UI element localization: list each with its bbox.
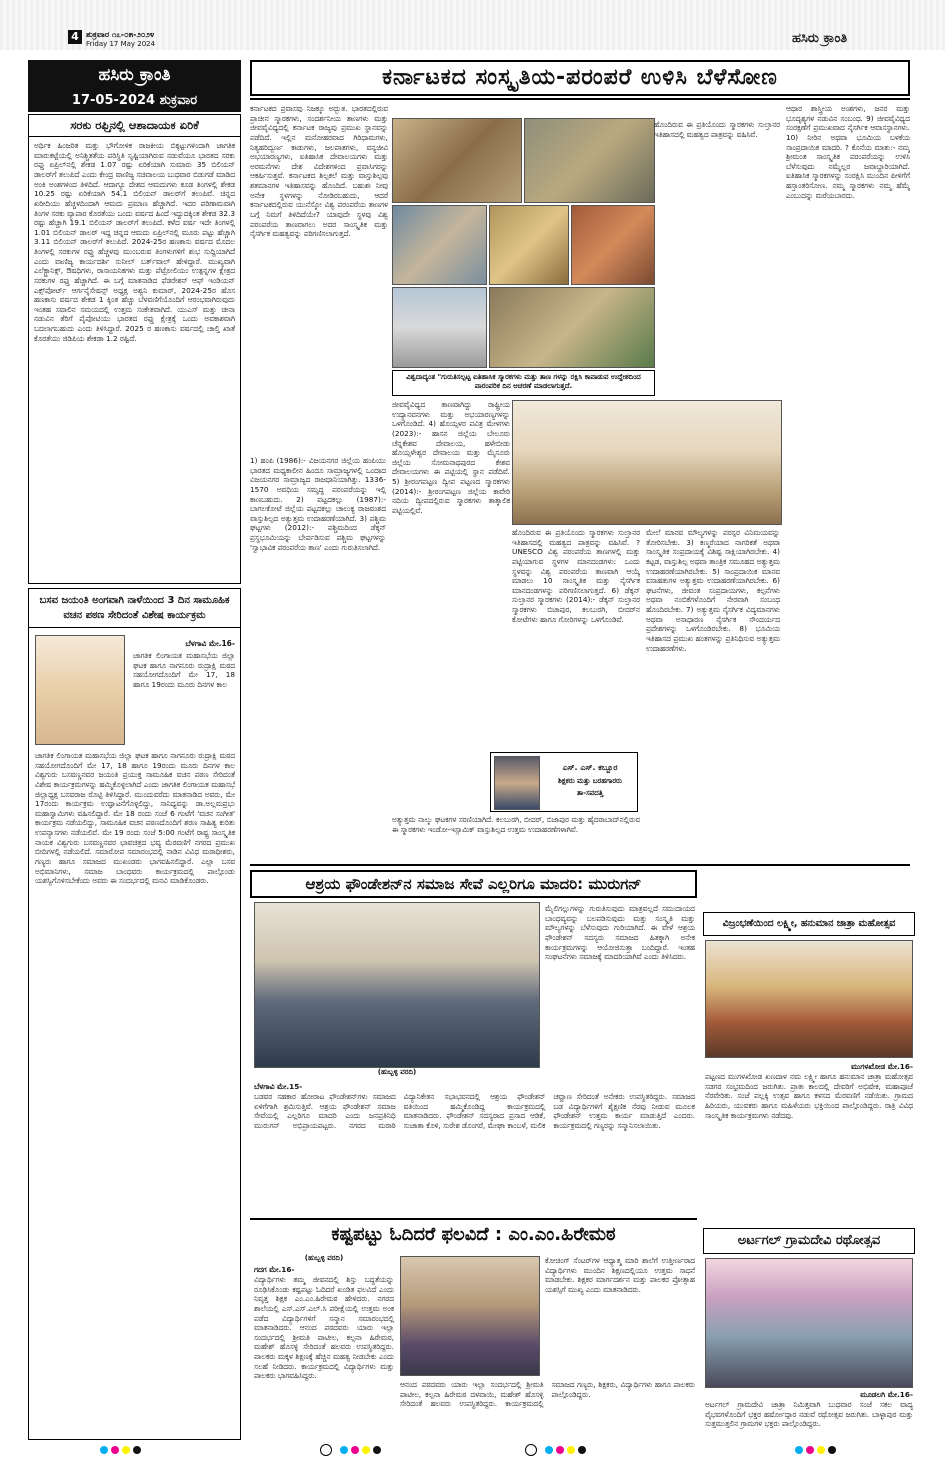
page-header	[0, 0, 945, 50]
collage-photo-1	[392, 118, 522, 203]
exports-article	[28, 114, 241, 584]
rathotsava-dateline: ಮೂಡಲಗಿ ಮೇ.16-	[860, 1390, 913, 1399]
collage-caption-box	[392, 370, 655, 396]
kashta-body-bottom: ಆನಂದ ಪಠದವರು ಯಾರು ಇಲ್ಲಾ ಸಂದರ್ಭದಲ್ಲಿ ಶ್ರೀಮತಿ ಪಾಟೀಲ, ಕಲ್ಪನಾ ಹಿರೇಮಠ ದಳವಾಯಿ, ಮಹೇಶ್ ಹೊಸಳ್ಳಿ ಸೇರಿದಂತೆ ಹಲವರು ಉಪಸ್ಥಿತರಿದ್ದರು. ಕಾರ್ಯಕ್ರಮದಲ್ಲಿ ಸಮಾಜದ ಗಣ್ಯರು, ಶಿಕ್ಷಕರು, ವಿದ್ಯಾರ್ಥಿಗಳು ಹಾಗೂ ಪಾಲಕರು ಪಾಲ್ಗೊಂಡಿದ್ದರು.	[400, 1380, 695, 1409]
culture-headline: ಕರ್ನಾಟಕದ ಸಂಸ್ಕೃತಿಯ-ಪರಂಪರೆ ಉಳಿಸಿ ಬೆಳೆಸೋಣ	[382, 65, 778, 90]
culture-col4b: ಮೇಲೆ ಮಾನವ ಮೌಲ್ಯಗಳನ್ನು ಪರಸ್ಪರ ವಿನಿಮಯವನ್ನು ತೋರಿಸಬೇಕು. 3) ಕಣ್ಮರೆಯಾದ ನಾಗರಿಕತೆ ಅಥವಾ ಸಾಂಸ್ಕೃತಿಕ ಸಂಪ್ರದಾಯಕ್ಕೆ ವಿಶಿಷ್ಟ ಸಾಕ್ಷಿಯಾಗಿರಬೇಕು. 4) ಕಟ್ಟಡ, ವಾಸ್ತುಶಿಲ್ಪ ಅಥವಾ ತಾಂತ್ರಿಕ ಸಮೂಹದ ಅತ್ಯುತ್ತಮ ಉದಾಹರಣೆಯಾಗಿರಬೇಕು. 5) ಸಾಂಪ್ರದಾಯಿಕ ಮಾನವ ವಸಾಹತುಗಳ ಅತ್ಯುತ್ತಮ ಉದಾಹರಣೆಯಾಗಿರಬೇಕು. 6) ಘಟನೆಗಳು, ಜೀವಂತ ಸಂಪ್ರದಾಯಗಳು, ಕಲ್ಪನೆಗಳು ಅಥವಾ ನಂಬಿಕೆಗಳೊಂದಿಗೆ ನೇರವಾಗಿ ಸಂಬಂಧ ಹೊಂದಿರಬೇಕು. 7) ಅತ್ಯುತ್ತಮ ನೈಸರ್ಗಿಕ ವಿದ್ಯಮಾನಗಳು ಅಥವಾ ಅಸಾಧಾರಣ ನೈಸರ್ಗಿಕ ಸೌಂದರ್ಯದ ಪ್ರದೇಶಗಳನ್ನು ಒಳಗೊಂಡಿರಬೇಕು. 8) ಭೂಮಿಯ ಇತಿಹಾಸದ ಪ್ರಮುಖ ಹಂತಗಳನ್ನು ಪ್ರತಿನಿಧಿಸುವ ಅತ್ಯುತ್ತಮ ಉದಾಹರಣೆಗಳು.	[646, 528, 780, 653]
heritage-collage	[392, 118, 655, 368]
temple-photo	[512, 400, 782, 525]
culture-col2: 1) ಹಂಪಿ (1986):- ವಿಜಯನಗರ ಜಿಲ್ಲೆಯ ಹಂಪಿಯು ಭಾರತದ ಮಧ್ಯಕಾಲೀನ ಹಿಂದೂ ಸಾಮ್ರಾಜ್ಯಗಳಲ್ಲಿ ಒಂದಾದ ವಿಜಯನಗರ ಸಾಮ್ರಾಜ್ಯದ ರಾಜಧಾನಿಯಾಗಿತ್ತು. 1336-1570 ಅವಧಿಯ ಸಮೃದ್ಧ ಪರಂಪರೆಯನ್ನು ಇಲ್ಲಿ ಕಾಣಬಹುದು. 2) ಪಟ್ಟದಕಲ್ಲು (1987):- ಬಾಗಲಕೋಟೆ ಜಿಲ್ಲೆಯ ಪಟ್ಟದಕಲ್ಲು ಚಾಲುಕ್ಯ ರಾಜವಂಶದ ವಾಸ್ತುಶಿಲ್ಪದ ಅತ್ಯುತ್ತಮ ಉದಾಹರಣೆಯಾಗಿದೆ. 3) ಪಶ್ಚಿಮ ಘಟ್ಟಗಳು (2012):- ಪಶ್ಚಿಮದಿಂದ ಡೆಕ್ಕನ್ ಪ್ರಸ್ಥಭೂಮಿಯನ್ನು ಬೇರ್ಪಡಿಸುವ ಪಶ್ಚಿಮ ಘಟ್ಟಗಳನ್ನು 'ಸ್ವಾಭಾವಿಕ ಪರಂಪರೆಯ ತಾಣ' ಎಂದು ಗುರುತಿಸಲಾಗಿದೆ.	[250, 456, 386, 552]
jatra-dateline: ಮುಗಳಖೋಡ ಮೇ.16-	[850, 1062, 913, 1071]
collage-photo-3	[392, 205, 487, 285]
section-divider	[250, 864, 910, 866]
color-dots-1	[100, 1446, 141, 1454]
ashraya-photo	[254, 902, 540, 1068]
ashraya-headline-box	[250, 870, 697, 898]
ashraya-body: ಬಡವರ ಸಹಕಾರ ಹೋರಾಟ ಫೌಂಡೇಶನ್‌ಗಳು ಸಮಾಜದ ಏಳಿಗೆಗಾಗಿ ಶ್ರಮಿಸುತ್ತಿವೆ. ಆಶ್ರಯ ಫೌಂಡೇಶನ್ ಸಮಾಜ ಸೇವೆಯಲ್ಲಿ ಎಲ್ಲರಿಗೂ ಮಾದರಿ ಎಂದು ಜನಪ್ರತಿನಿಧಿ ಮುರುಗನ್ ಅಭಿಪ್ರಾಯಪಟ್ಟರು. ನಗರದ ಮರಾಠಿ ವಿದ್ಯಾನಿಕೇತನ ಸಭಾಭವನದಲ್ಲಿ ಆಶ್ರಯ ಫೌಂಡೇಶನ್ ವತಿಯಿಂದ ಹಮ್ಮಿಕೊಂಡಿದ್ದ ಕಾರ್ಯಕ್ರಮದಲ್ಲಿ ಮಾತನಾಡಿದರು. ಫೌಂಡೇಶನ್ ಸದಸ್ಯರಾದ ಪ್ರಸಾದ ಆಡಿಕೆ, ಸುಜಾತಾ ಕೊಳಿ, ಸುರೇಶ ಡೊಂಗರೆ, ಮೇಘಾ ಕಾಂಬಳೆ, ಮಲಿಕ ಚವ್ಹಾಣ ಸೇರಿದಂತೆ ಅನೇಕರು ಉಪಸ್ಥಿತರಿದ್ದರು. ಸಮಾಜದ ಬಡ ವಿದ್ಯಾರ್ಥಿಗಳಿಗೆ ಶೈಕ್ಷಣಿಕ ನೆರವು ನೀಡುವ ಮೂಲಕ ಫೌಂಡೇಶನ್ ಉತ್ತಮ ಕಾರ್ಯ ಮಾಡುತ್ತಿದೆ ಎಂದರು. ಕಾರ್ಯಕ್ರಮದಲ್ಲಿ ಗಣ್ಯರನ್ನು ಸನ್ಮಾನಿಸಲಾಯಿತು.	[254, 1092, 695, 1130]
collage-photo-2	[524, 118, 655, 203]
rathotsava-headline-box	[703, 1228, 915, 1254]
culture-headline-box	[250, 60, 910, 96]
date-kannada: ಶುಕ್ರವಾರ ೧೭-೦೫-೨೦೨೪	[86, 30, 155, 39]
culture-col1: ಕರ್ನಾಟಕದ ಪ್ರವಾಸವು ನಿಜಕ್ಕೂ ಅದ್ಭುತ. ಭಾರತದಲ್ಲಿರುವ ಪ್ರಾಚೀನ ಸ್ಮಾರಕಗಳು, ಸಂದರ್ಶನೀಯ ತಾಣಗಳು ಮತ್ತು ಜೀವವೈವಿಧ್ಯದಲ್ಲಿ ಕರ್ನಾಟಕ ರಾಜ್ಯವು ಪ್ರಮುಖ ಸ್ಥಾನವನ್ನು ಪಡೆದಿದೆ. ಇಲ್ಲಿನ ಮನೋಹರವಾದ ಗಿರಿಧಾಮಗಳು, ನಿತ್ಯಹರಿದ್ವರ್ಣ ಕಾಡುಗಳು, ಜಲಪಾತಗಳು, ವನ್ಯಜೀವಿ ಅಭಯಾರಣ್ಯಗಳು, ಐತಿಹಾಸಿಕ ದೇವಾಲಯಗಳು ಮತ್ತು ಅರಮನೆಗಳು ದೇಶ ವಿದೇಶಗಳಿಂದ ಪ್ರವಾಸಿಗರನ್ನು ಆಕರ್ಷಿಸುತ್ತವೆ. ಕರ್ನಾಟಕದ ಶಿಲ್ಪಕಲೆ ಮತ್ತು ವಾಸ್ತುಶಿಲ್ಪವು ಶತಮಾನಗಳ ಇತಿಹಾಸವನ್ನು ಹೊಂದಿದೆ. ಬಹುಶಃ ನೀವು ಅನೇಕ ಸ್ಥಳಗಳನ್ನು ನೋಡಿರಬಹುದು, ಆದರೆ ಕರ್ನಾಟಕದಲ್ಲಿರುವ ಯುನೆಸ್ಕೋ ವಿಶ್ವ ಪರಂಪರೆಯ ತಾಣಗಳ ಬಗ್ಗೆ ನಿಮಗೆ ತಿಳಿದಿದೆಯೇ? ಯಾವುದೇ ಸ್ಥಳವು ವಿಶ್ವ ಪರಂಪರೆಯ ತಾಣವಾಗಲು ಅದರ ಸಾಂಸ್ಕೃತಿಕ ಮತ್ತು ನೈಸರ್ಗಿಕ ಮಹತ್ವವನ್ನು ಪರಿಗಣಿಸಲಾಗುತ್ತದೆ.	[250, 104, 388, 239]
jatra-photo	[705, 940, 913, 1058]
kashta-photo	[400, 1256, 540, 1376]
jatra-headline-box	[703, 912, 915, 936]
kashta-headline: ಕಷ್ಟಪಟ್ಟು ಓದಿದರೆ ಫಲವಿದೆ : ಎಂ.ಎಂ.ಹಿರೇಮಠ	[331, 1224, 616, 1245]
collage-photo-4	[489, 205, 569, 285]
basava-body-top: ಜಾಗತಿಕ ಲಿಂಗಾಯತ ಮಹಾಸಭೆಯ ಜಿಲ್ಲಾ ಘಟಕ ಹಾಗೂ ನಾಗನೂರು ರುದ್ರಾಕ್ಷಿ ಮಠದ ಸಹಯೋಗದೊಂದಿಗೆ ಮೇ 17, 18 ಹಾಗೂ 19ರಂದು ಮೂರು ದಿನಗಳ ಕಾಲ	[133, 651, 235, 689]
ashraya-caption: (ಹುಬ್ಬಳ್ಳಿ ವರದಿ)	[377, 1068, 417, 1076]
color-dots-3	[545, 1446, 586, 1454]
culture-col5: ಆಧಾರ ಶಾಸ್ತ್ರೀಯ ಅಂಶಗಳು, ಜನರ ಮತ್ತು ಭೂದೃಶ್ಯಗಳ ನಡುವಿನ ಸಂಬಂಧ. 9) ಜೀವವೈವಿಧ್ಯದ ಸಂರಕ್ಷಣೆಗೆ ಪ್ರಮುಖವಾದ ನೈಸರ್ಗಿಕ ಆವಾಸಸ್ಥಾನಗಳು. 10) ನೀರಿನ ಅಥವಾ ಭೂಮಿಯ ಬಳಕೆಯ ಸಾಂಪ್ರದಾಯಿಕ ಮಾದರಿ. ? ಕೊನೆಯ ಮಾತು:- ನಮ್ಮ ಶ್ರೀಮಂತ ಸಾಂಸ್ಕೃತಿಕ ಪರಂಪರೆಯನ್ನು ಉಳಿಸಿ ಬೆಳೆಸುವುದು ನಮ್ಮೆಲ್ಲರ ಜವಾಬ್ದಾರಿಯಾಗಿದೆ. ಐತಿಹಾಸಿಕ ಸ್ಮಾರಕಗಳನ್ನು ಸಂರಕ್ಷಿಸಿ ಮುಂದಿನ ಪೀಳಿಗೆಗೆ ಹಸ್ತಾಂತರಿಸೋಣ. ನಮ್ಮ ಸ್ಮಾರಕಗಳು ನಮ್ಮ ಹೆಮ್ಮೆ ಎಂಬುದನ್ನು ಮರೆಯಬಾರದು.	[786, 104, 910, 200]
color-dots-2	[340, 1446, 381, 1454]
registration-mark-2	[525, 1444, 537, 1456]
registration-mark-1	[320, 1444, 332, 1456]
basava-body: ಜಾಗತಿಕ ಲಿಂಗಾಯತ ಮಹಾಸಭೆಯ ಜಿಲ್ಲಾ ಘಟಕ ಹಾಗೂ ನಾಗನೂರು ರುದ್ರಾಕ್ಷಿ ಮಠದ ಸಹಯೋಗದೊಂದಿಗೆ ಮೇ 17, 18 ಹಾಗೂ 19ರಂದು ಮೂರು ದಿನಗಳ ಕಾಲ ವಿಶ್ವಗುರು ಬಸವಣ್ಣನವರ ಜಯಂತಿ ಪ್ರಯುಕ್ತ ಸಾಮೂಹಿಕ ವಚನ ಪಠಣ ಸೇರಿದಂತೆ ವಿಶೇಷ ಕಾರ್ಯಕ್ರಮಗಳನ್ನು ಹಮ್ಮಿಕೊಳ್ಳಲಾಗಿದೆ ಎಂದು ಜಾಗತಿಕ ಲಿಂಗಾಯತ ಮಹಾಸಭೆ ಜಿಲ್ಲಾಧ್ಯಕ್ಷ ಬಸವರಾಜ ರೊಟ್ಟಿ ತಿಳಿಸಿದ್ದಾರೆ. ಮುಂದುವರೆದು ಮಾತನಾಡಿದ ಅವರು, ಮೇ 17ರಂದು ಕಾರ್ಯಕ್ರಮ ಉದ್ಘಾಟನೆಗೊಳ್ಳಲಿದ್ದು, ಸಾನಿಧ್ಯವನ್ನು ಡಾ.ಅಲ್ಲಮಪ್ರಭು ಮಹಾಸ್ವಾಮಿಗಳು ವಹಿಸಲಿದ್ದಾರೆ. ಮೇ 18 ರಂದು ಸಂಜೆ 6 ಗಂಟೆಗೆ 'ವಚನ ಸಂಗೀತ' ಕಾರ್ಯಕ್ರಮ ನಡೆಯಲಿದ್ದು, ಸಾಮೂಹಿಕ ವಚನ ಪಠಣದೊಂದಿಗೆ ಶರಣ ಸಾಹಿತ್ಯ ಕುರಿತು ಉಪನ್ಯಾಸಗಳು ನಡೆಯಲಿವೆ. ಮೇ 19 ರಂದು ಸಂಜೆ 5:00 ಗಂಟೆಗೆ ರಾಷ್ಟ್ರ ಸಾಂಸ್ಕೃತಿಕ ನಾಯಕ ವಿಶ್ವಗುರು ಬಸವಣ್ಣನವರ ಭಾವಚಿತ್ರದ ಭವ್ಯ ಮೆರವಣಿಗೆ ನಗರದ ಪ್ರಮುಖ ಬೀದಿಗಳಲ್ಲಿ ನಡೆಯಲಿದೆ. ಸಮಾರೋಪ ಸಮಾರಂಭದಲ್ಲಿ ನಾಡಿನ ವಿವಿಧ ಮಠಾಧೀಶರು, ಗಣ್ಯರು ಹಾಗೂ ಸಮಾಜದ ಮುಖಂಡರು ಭಾಗವಹಿಸಲಿದ್ದಾರೆ. ಎಲ್ಲಾ ಬಸವ ಅಭಿಮಾನಿಗಳು, ಸಮಾಜ ಬಾಂಧವರು ಕಾರ್ಯಕ್ರಮದಲ್ಲಿ ಪಾಲ್ಗೊಂಡು ಯಶಸ್ವಿಗೊಳಿಸಬೇಕೆಂದು ಅವರು ಈ ಸಂದರ್ಭದಲ್ಲಿ ಮನವಿ ಮಾಡಿಕೊಂಡರು.	[35, 751, 235, 886]
collage-photo-7	[489, 287, 655, 368]
author-box	[490, 752, 638, 812]
masthead-name: ಹಸಿರು ಕ್ರಾಂತಿ	[98, 65, 171, 85]
kashta-body: ವಿದ್ಯಾರ್ಥಿಗಳು ತಮ್ಮ ಜೀವನದಲ್ಲಿ ಶಿಸ್ತು ಬದ್ಧತೆಯನ್ನು ರೂಢಿಸಿಕೊಂಡು ಕಷ್ಟಪಟ್ಟು ಓದಿದರೆ ಖಂಡಿತ ಫಲವಿದೆ ಎಂದು ನಿವೃತ್ತ ಶಿಕ್ಷಕ ಎಂ.ಎಂ.ಹಿರೇಮಠ ಹೇಳಿದರು. ನಗರದ ಶಾಲೆಯಲ್ಲಿ ಎಸ್.ಎಸ್.ಎಲ್.ಸಿ ಪರೀಕ್ಷೆಯಲ್ಲಿ ಉತ್ತಮ ಅಂಕ ಪಡೆದ ವಿದ್ಯಾರ್ಥಿಗಳಿಗೆ ಸನ್ಮಾನ ಸಮಾರಂಭದಲ್ಲಿ ಮಾತನಾಡಿದರು. ಆನಂದ ಪಠದವರು ಯಾರು ಇಲ್ಲಾ ಸಂದರ್ಭದಲ್ಲಿ ಶ್ರೀಮತಿ ಪಾಟೀಲ, ಕಲ್ಪನಾ ಹಿರೇಮಠ, ಮಹೇಶ್ ಹೊಸಳ್ಳಿ ಸೇರಿದಂತೆ ಹಲವರು ಉಪಸ್ಥಿತರಿದ್ದರು. ಪಾಲಕರು ಮಕ್ಕಳ ಶಿಕ್ಷಣಕ್ಕೆ ಹೆಚ್ಚಿನ ಮಹತ್ವ ನೀಡಬೇಕು ಎಂದು ಸಲಹೆ ನೀಡಿದರು. ಕಾರ್ಯಕ್ರಮದಲ್ಲಿ ವಿದ್ಯಾರ್ಥಿಗಳು ಮತ್ತು ಪಾಲಕರು ಭಾಗವಹಿಸಿದ್ದರು.	[254, 1275, 394, 1381]
jatra-headline: ವಿಜ್ರಂಭಣೆಯಿಂದ ಲಕ್ಷ್ಮೀ, ಹನುಮಾನ ಜಾತ್ರಾ ಮಹೋತ್ಸವ	[722, 918, 896, 929]
collage-photo-6	[392, 287, 487, 368]
paper-name-right: ಹಸಿರು ಕ್ರಾಂತಿ	[792, 31, 848, 46]
author-name: ಎಸ್. ಎಸ್. ಕಬ್ಬೂರ	[562, 763, 618, 772]
culture-rule	[250, 98, 910, 100]
rathotsava-photo	[705, 1258, 913, 1388]
exports-headline: ಸರಕು ರಫ್ತಿನಲ್ಲಿ ಆಶಾದಾಯಕ ಏರಿಕೆ	[29, 115, 240, 137]
culture-col4: ಹೊಂದಿರುವ ಈ ಪ್ರತಿಯೊಂದು ಸ್ಮಾರಕಗಳು ಸುಲ್ತಾನರ ಇತಿಹಾಸದಲ್ಲಿ ಮಹತ್ವದ ಪಾತ್ರವನ್ನು ವಹಿಸಿವೆ. ? UNESCO ವಿಶ್ವ ಪರಂಪರೆಯ ತಾಣಗಳಲ್ಲಿ ಮತ್ತು ಪಟ್ಟಿಯಾಗುವ ಸ್ಥಳಗಳ ಮಾನದಂಡಗಳು: ಒಂದು ಸ್ಥಳವನ್ನು ವಿಶ್ವ ಪರಂಪರೆಯ ತಾಣವಾಗಿ ಆಯ್ಕೆ ಮಾಡಲು 10 ಸಾಂಸ್ಕೃತಿಕ ಮತ್ತು ನೈಸರ್ಗಿಕ ಮಾನದಂಡಗಳನ್ನು ಪರಿಗಣಿಸಲಾಗುತ್ತದೆ. 6) ಡೆಕ್ಕನ್ ಸುಲ್ತಾನರ ಸ್ಮಾರಕಗಳು (2014):- ಡೆಕ್ಕನ್ ಸುಲ್ತಾನರ ಸ್ಮಾರಕಗಳು ಬಿಜಾಪುರ, ಕಲಬುರಗಿ, ಬೀದರ್‌ನ ಕೋಟೆಗಳು ಹಾಗೂ ಗೋರಿಗಳನ್ನು ಒಳಗೊಂಡಿವೆ.	[512, 528, 640, 624]
basava-headline: ಬಸವ ಜಯಂತಿ ಅಂಗವಾಗಿ ನಾಳೆಯಿಂದ 3 ದಿನ ಸಾಮೂಹಿಕ ವಚನ ಪಠಣ ಸೇರಿದಂತೆ ವಿಶೇಷ ಕಾರ್ಯಕ್ರಮ	[29, 589, 240, 628]
kashta-body-right: ಕೋಚಿಂಗ್ ಸೆಂಟರ್‌ಗಳ ಆಧ್ಯಾತ್ಮ ಮಾರಿ ಶಾಲೆಗೆ ಉತ್ತೀರ್ಣರಾದ ವಿದ್ಯಾರ್ಥಿಗಳು ಮುಂದಿನ ಶಿಕ್ಷಣದಲ್ಲಿಯೂ ಉತ್ತಮ ಸಾಧನೆ ಮಾಡಬೇಕು. ಶಿಕ್ಷಕರ ಮಾರ್ಗದರ್ಶನ ಮತ್ತು ಪಾಲಕರ ಪ್ರೋತ್ಸಾಹ ಯಶಸ್ಸಿಗೆ ಮುಖ್ಯ ಎಂದು ಮಾತನಾಡಿದರು.	[545, 1256, 695, 1294]
basava-article	[28, 588, 241, 1440]
culture-col4-top: ಹೊಂದಿರುವ ಈ ಪ್ರತಿಯೊಂದು ಸ್ಮಾರಕಗಳು ಸುಲ್ತಾನರ ಇತಿಹಾಸದಲ್ಲಿ ಮಹತ್ವದ ಪಾತ್ರವನ್ನು ವಹಿಸಿವೆ.	[654, 120, 780, 139]
color-dots-4	[795, 1446, 836, 1454]
author-place: ತಾ-ಸವದತ್ತಿ	[576, 789, 604, 797]
kashta-headline-box	[250, 1218, 697, 1250]
author-designation: ಶಿಕ್ಷಕರು ಮತ್ತು ಬರಹಗಾರರು	[558, 777, 622, 785]
kashta-dateline: ಗದಗ ಮೇ.16-	[254, 1265, 295, 1274]
jatra-body: ಪಟ್ಟಣದ ಮುಗಳಖೋಡ ಖಣದಾಳ ನಮ ಲಕ್ಷ್ಮೀ ಹಾಗೂ ಹನುಮಾನ ಜಾತ್ರಾ ಮಹೋತ್ಸವ ಸಡಗರ ಸಂಭ್ರಮದಿಂದ ಜರುಗಿತು. ಪ್ರಾತಃ ಕಾಲದಲ್ಲಿ ದೇವರಿಗೆ ಅಭಿಷೇಕ, ಮಹಾಪೂಜೆ ನೆರವೇರಿತು. ಸಂಜೆ ಪಲ್ಲಕ್ಕಿ ಉತ್ಸವ ಹಾಗೂ ಕಳಸದ ಮೆರವಣಿಗೆ ನಡೆಯಿತು. ಗ್ರಾಮದ ಹಿರಿಯರು, ಯುವಕರು ಹಾಗೂ ಮಹಿಳೆಯರು ಭಕ್ತಿಯಿಂದ ಪಾಲ್ಗೊಂಡಿದ್ದರು. ರಾತ್ರಿ ವಿವಿಧ ಸಾಂಸ್ಕೃತಿಕ ಕಾರ್ಯಕ್ರಮಗಳು ನಡೆದವು.	[705, 1072, 913, 1120]
ashraya-dateline: ಬೆಳಗಾವಿ ಮೇ.15-	[254, 1082, 303, 1091]
basava-dateline: ಬೆಳಗಾವಿ ಮೇ.16-	[185, 639, 235, 648]
exports-body: ಅರ್ಥಿಕ ಹಿಂಜರಿತ ಮತ್ತು ಭೌಗೋಳಿಕ ರಾಜಕೀಯ ಬಿಕ್ಕಟ್ಟುಗಳಿಂದಾಗಿ ಜಾಗತಿಕ ಮಾರುಕಟ್ಟೆಯಲ್ಲಿ ಅನಿಶ್ಚಿತತೆಯ ಪರಿಸ್ಥಿತಿ ಸೃಷ್ಟಿಯಾಗಿರುವ ನಡುವೆಯೂ ಭಾರತದ ಸರಕು ರಫ್ತು ಏಪ್ರಿಲ್‌ನಲ್ಲಿ ಶೇಕಡ 1.07 ರಷ್ಟು ಏರಿಕೆಯಾಗಿ ಸುಮಾರು 35 ಬಿಲಿಯನ್ ಡಾಲರ್‌ಗೆ ತಲುಪಿದೆ ಎಂದು ಕೇಂದ್ರ ವಾಣಿಜ್ಯ ಸಚಿವಾಲಯ ಬುಧವಾರ ಬಿಡುಗಡೆ ಮಾಡಿದ ಅಂಕಿ ಅಂಶಗಳಿಂದ ತಿಳಿದಿದೆ. ಆದಾಗ್ಯೂ ದೇಶದ ಆಮದುಗಳು ಕೂಡ ತಿಂಗಳಲ್ಲಿ ಶೇಕಡ 10.25 ರಷ್ಟು ಏರಿಕೆಯಾಗಿ 54.1 ಬಿಲಿಯನ್ ಡಾಲರ್‌ಗೆ ತಲುಪಿವೆ. ಚಿನ್ನದ ಖರೀದಿಯು ಹೆಚ್ಚಳದಿಂದಾಗಿ ಆಮದು ಪ್ರಮಾಣ ಹೆಚ್ಚಾಗಿದೆ. ಇದರ ಪರಿಣಾಮವಾಗಿ ತಿಂಗಳ ಸರಕು ವ್ಯಾಪಾರ ಕೊರತೆಯು ಒಂದು ವರ್ಷದ ಹಿಂದೆ ಇದ್ದುದಕ್ಕಿಂತ ಶೇಕಡ 32.3 ರಷ್ಟು ಹೆಚ್ಚಾಗಿ 19.1 ಬಿಲಿಯನ್ ಡಾಲರ್‌ಗೆ ತಲುಪಿದೆ. ಕಳೆದ ವರ್ಷ ಇದೇ ತಿಂಗಳಲ್ಲಿ 1.01 ಬಿಲಿಯನ್ ಡಾಲರ್ ಇದ್ದ ಚಿನ್ನದ ಆಮದು ಏಪ್ರಿಲ್‌ನಲ್ಲಿ ಮೂರು ಪಟ್ಟು ಹೆಚ್ಚಾಗಿ 3.11 ಬಿಲಿಯನ್ ಡಾಲರ್‌ಗೆ ತಲುಪಿದೆ. 2024-25ರ ಹಣಕಾಸು ವರ್ಷದ ಮೊದಲ ತಿಂಗಳಲ್ಲಿ ಸರಕುಗಳ ರಫ್ತು ಹೆಚ್ಚಳವು ಮುಂಬರುವ ತಿಂಗಳುಗಳಿಗೆ ಶುಭ ಸುದ್ದಿಯಾಗಿದೆ ಎಂದು ವಾಣಿಜ್ಯ ಕಾರ್ಯದರ್ಶಿ ಸುನೀಲ್ ಬರ್ತ್‌ವಾಲ್ ಹೇಳಿದ್ದಾರೆ. ಮುಖ್ಯವಾಗಿ ಎಲೆಕ್ಟ್ರಾನಿಕ್ಸ್, ಔಷಧಿಗಳು, ರಾಸಾಯನಿಕಗಳು ಮತ್ತು ಪೆಟ್ರೋಲಿಯಂ ಉತ್ಪನ್ನಗಳ ಕ್ಷೇತ್ರದ ಸರಕುಗಳ ರಫ್ತು ಹೆಚ್ಚಾಗಿದೆ. ಈ ಬಗ್ಗೆ ಮಾತನಾಡಿದ ಫೆಡರೇಶನ್ ಆಫ್ ಇಂಡಿಯನ್ ಎಕ್ಸ್‌ಪೋರ್ಟ್ ಆರ್ಗನೈಸೇಷನ್ಸ್ ಅಧ್ಯಕ್ಷ ಅಶ್ವನಿ ಕುಮಾರ್, 2024-25ರ ಹೊಸ ಹಣಕಾಸು ವರ್ಷದ ಶೇಕಡ 1 ಕ್ಕಿಂತ ಹೆಚ್ಚು ಬೆಳವಣಿಗೆಯೊಂದಿಗೆ ಆರಂಭವಾಗಿರುವುದು ಇಂತಹ ಸವಾಲಿನ ಸಮಯದಲ್ಲಿ ಉತ್ತಮ ಸಂಕೇತವಾಗಿದೆ. ಯುಎಸ್ ಮತ್ತು ಚೀನಾ ನಡುವಿನ ತೆರಿಗೆ ಪೈಪೋಟಿಯು ಭಾರತದ ರಫ್ತು ಕ್ಷೇತ್ರಕ್ಕೆ ಒಂದು ಅವಕಾಶವಾಗಿ ಬದಲಾಗಬಹುದು ಎಂದು ತಿಳಿಸಿದ್ದಾರೆ. 2025 ರ ಹಣಕಾಸು ವರ್ಷದಲ್ಲಿ ಚಾಲ್ತಿ ಖಾತೆ ಕೊರತೆಯು ಜಿಡಿಪಿಯ ಶೇಕಡಾ 1.2 ರಷ್ಟಿದೆ.	[34, 141, 235, 343]
masthead	[28, 60, 241, 112]
collage-caption: ವಿಶ್ವದಾದ್ಯಂತ "ಗುರುತಿಸಲ್ಪಟ್ಟ ಐತಿಹಾಸಿಕ ಸ್ಮಾರಕಗಳು ಮತ್ತು ತಾಣ ಗಳನ್ನು ರಕ್ಷಿಸಿ ಕಾಪಾಡುವ ಉದ್ದೇಶದಿಂದ ಪಾರಂಪರಿಕ ದಿನ ಆಚರಣೆ ಮಾಡಲಾಗುತ್ತದೆ.	[393, 371, 654, 393]
kashta-caption: (ಹುಬ್ಬಳ್ಳಿ ವರದಿ)	[304, 1254, 344, 1262]
date-english: Friday 17 May 2024	[86, 40, 156, 48]
masthead-date: 17-05-2024 ಶುಕ್ರವಾರ	[71, 93, 198, 109]
basavanna-portrait	[35, 635, 125, 745]
collage-photo-5	[571, 205, 655, 285]
ashraya-headline: ಆಶ್ರಯ ಫೌಂಡೇಶನ್‌ನ ಸಮಾಜ ಸೇವೆ ಎಲ್ಲರಿಗೂ ಮಾದರಿ: ಮುರುಗನ್	[305, 875, 642, 893]
author-photo	[494, 756, 540, 810]
rathotsava-headline: ಅರ್ಟಗಲ್ ಗ್ರಾಮದೇವಿ ರಥೋತ್ಸವ	[737, 1233, 881, 1248]
page-number: 4	[68, 30, 82, 44]
culture-col3: ಜೀವವೈವಿಧ್ಯದ ತಾಣವಾಗಿದ್ದು ರಾಷ್ಟ್ರೀಯ ಉದ್ಯಾನವನಗಳು ಮತ್ತು ಅಭಯಾರಣ್ಯಗಳನ್ನು ಒಳಗೊಂಡಿದೆ. 4) ಹೊಯ್ಸಳರ ಪವಿತ್ರ ಮೇಳಗಳು (2023):- ಹಾಸನ ಜಿಲ್ಲೆಯ ಬೇಲೂರು ಚೆನ್ನಕೇಶವ ದೇವಾಲಯ, ಹಳೇಬೀಡು ಹೊಯ್ಸಳೇಶ್ವರ ದೇವಾಲಯ ಮತ್ತು ಮೈಸೂರು ಜಿಲ್ಲೆಯ ಸೋಮನಾಥಪುರದ ಕೇಶವ ದೇವಾಲಯಗಳು ಈ ಪಟ್ಟಿಯಲ್ಲಿ ಸ್ಥಾನ ಪಡೆದಿವೆ. 5) ಶ್ರೀರಂಗಪಟ್ಟಣ ದ್ವೀಪ ಪಟ್ಟಣದ ಸ್ಮಾರಕಗಳು (2014):- ಶ್ರೀರಂಗಪಟ್ಟಣ ಜಿಲ್ಲೆಯ ಕಾವೇರಿ ನದಿಯ ದ್ವೀಪದಲ್ಲಿರುವ ಸ್ಮಾರಕಗಳು ತಾತ್ಕಾಲಿಕ ಪಟ್ಟಿಯಲ್ಲಿವೆ.	[392, 400, 510, 515]
ashraya-body-right: ಮೈಲಿಗಲ್ಲುಗಳನ್ನು ಗುರುತಿಸುವುದು ಮಾತ್ರವಲ್ಲದೆ ಸಮುದಾಯದ ಬಾಂಧವ್ಯವನ್ನು ಬಲಪಡಿಸುವುದು ಮತ್ತು ಸಂಸ್ಕೃತಿ ಮತ್ತು ಮೌಲ್ಯಗಳನ್ನು ಬೆಳೆಸುವುದು ಗುರಿಯಾಗಿದೆ. ಈ ವೇಳೆ ಆಶ್ರಯ ಫೌಂಡೇಶನ್ ಸದಸ್ಯರು ಸಮಾಜದ ಹಿತಕ್ಕಾಗಿ ಅನೇಕ ಕಾರ್ಯಕ್ರಮಗಳನ್ನು ಆಯೋಜಿಸುತ್ತಾ ಬಂದಿದ್ದಾರೆ. ಇಂತಹ ಸಂಘಟನೆಗಳು ಸಮಾಜಕ್ಕೆ ಮಾದರಿಯಾಗಿವೆ ಎಂದು ತಿಳಿಸಿದರು.	[545, 904, 695, 962]
culture-col3-bottom: ಅತ್ಯುತ್ತಮ ನಾಲ್ಕು ಘಟಕಗಳ ಸರಣಿಯಾಗಿದೆ. ಕಲಬುರಗಿ, ಬೀದರ್, ಬಿಜಾಪುರ ಮತ್ತು ಹೈದರಾಬಾದ್‌ನಲ್ಲಿರುವ ಈ ಸ್ಮಾರಕಗಳು ಇಂಡೋ-ಇಸ್ಲಾಮಿಕ್ ವಾಸ್ತುಶಿಲ್ಪದ ಉತ್ತಮ ಉದಾಹರಣೆಗಳಾಗಿವೆ.	[392, 815, 640, 834]
rathotsava-body: ಅರ್ಟಗಲ್ ಗ್ರಾಮದೇವಿ ಜಾತ್ರಾ ನಿಮಿತ್ತವಾಗಿ ಬುಧವಾರ ಸಂಜೆ ಸಕಲ ವಾದ್ಯ ವೈಭವಗಳೊಂದಿಗೆ ಭಕ್ತರ ಹರ್ಷೋದ್ಗಾರ ನಡುವೆ ರಥೋತ್ಸವ ಜರುಗಿತು. ಬಾಳ್ಳಾಪುರ ಮತ್ತು ಸುತ್ತಮುತ್ತಲಿನ ಗ್ರಾಮಗಳ ಭಕ್ತರು ಪಾಲ್ಗೊಂಡಿದ್ದರು.	[705, 1400, 913, 1429]
